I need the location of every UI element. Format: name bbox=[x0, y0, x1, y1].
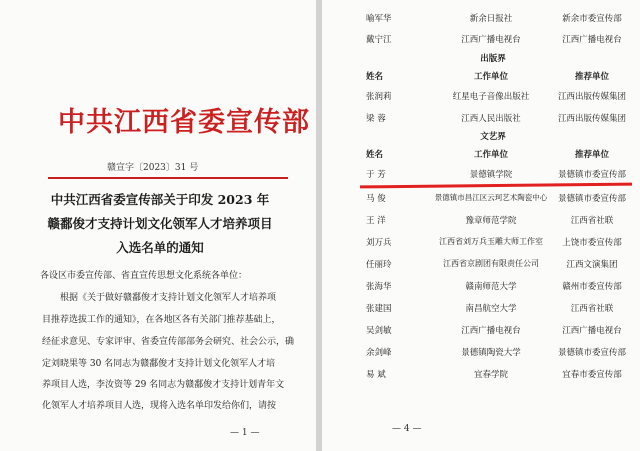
document-page-right bbox=[322, 0, 640, 451]
cell-name: 刘万兵 bbox=[366, 238, 392, 248]
cell-rec: 景德镇市委宣传部 bbox=[557, 170, 626, 180]
cell-work: 景德镇陶瓷大学 bbox=[461, 348, 521, 358]
cell-work: 江西广播电视台 bbox=[461, 326, 521, 336]
cell-rec: 江西出版传媒集团 bbox=[557, 114, 626, 124]
table-row bbox=[362, 112, 624, 130]
table-row bbox=[362, 192, 624, 210]
cell-work: 南昌航空大学 bbox=[465, 304, 517, 314]
red-divider bbox=[48, 177, 288, 179]
body-line: 化领军人才培养项目人选，现将入选名单印发给你们，请按 bbox=[42, 401, 277, 411]
section-heading: 出版界 bbox=[480, 54, 506, 64]
page-number: — 1 — bbox=[230, 428, 260, 438]
cell-name: 任丽玲 bbox=[366, 260, 392, 270]
body-line: 目推荐选拔工作的通知》，在各地区各有关部门推荐基础上， bbox=[42, 315, 281, 325]
cell-name: 王 洋 bbox=[366, 216, 386, 226]
cell-rec: 新余市委宣传部 bbox=[562, 14, 622, 24]
cell-name: 张润莉 bbox=[366, 92, 392, 102]
table-row bbox=[362, 346, 624, 364]
cell-name: 吴剑敏 bbox=[366, 326, 392, 336]
cell-work: 江西省刘万兵玉雕大师工作室 bbox=[439, 237, 543, 246]
table-row bbox=[362, 33, 624, 51]
notice-title-line: 入选名单的通知 bbox=[116, 240, 204, 255]
body-line: 各设区市委宣传部、省直宣传思想文化系统各单位： bbox=[40, 271, 248, 281]
cell-name: 马 俊 bbox=[366, 194, 386, 204]
cell-name: 喻军华 bbox=[366, 14, 392, 24]
table-header bbox=[362, 148, 624, 166]
table-header bbox=[362, 70, 624, 88]
cell-name: 梁 蓉 bbox=[366, 114, 386, 124]
header-name: 姓名 bbox=[366, 150, 384, 160]
table-row bbox=[362, 214, 624, 232]
cell-rec: 赣州市委宣传部 bbox=[562, 282, 622, 292]
header-work: 工作单位 bbox=[473, 150, 508, 160]
table-row bbox=[362, 90, 624, 108]
cell-rec: 上饶市委宣传部 bbox=[562, 238, 622, 248]
cell-rec: 江西省社联 bbox=[570, 304, 614, 314]
table-row bbox=[362, 236, 624, 254]
org-title: 中共江西省委宣传部 bbox=[58, 107, 310, 138]
page-number: — 4 — bbox=[392, 424, 422, 434]
notice-title-line: 中共江西省委宣传部关于印发 2023 年 bbox=[50, 192, 270, 207]
cell-name: 于 芳 bbox=[366, 170, 386, 180]
notice-title-line: 赣鄱俊才支持计划文化领军人才培养项目 bbox=[47, 216, 273, 231]
cell-name: 张海华 bbox=[366, 282, 392, 292]
table-row bbox=[362, 368, 624, 386]
cell-work: 豫章师范学院 bbox=[465, 216, 517, 226]
cell-work: 宜春学院 bbox=[473, 370, 508, 380]
document-page-left bbox=[0, 0, 316, 451]
cell-work: 江西人民出版社 bbox=[461, 114, 521, 124]
table-row bbox=[362, 302, 624, 320]
cell-name: 余剑峰 bbox=[366, 348, 392, 358]
header-rec: 推荐单位 bbox=[574, 72, 609, 82]
cell-rec: 江西文演集团 bbox=[566, 260, 618, 270]
body-line: 根据《关于做好赣鄱俊才支持计划文化领军人才培养项 bbox=[60, 293, 277, 303]
header-work: 工作单位 bbox=[473, 72, 508, 82]
cell-work: 红星电子音像出版社 bbox=[452, 92, 530, 102]
cell-rec: 宜春市委宣传部 bbox=[562, 370, 622, 380]
body-line: 定刘晓果等 30 名同志为赣鄱俊才支持计划文化领军人才培 bbox=[42, 359, 276, 369]
cell-name: 张建国 bbox=[366, 304, 392, 314]
cell-rec: 江西广播电视台 bbox=[562, 35, 622, 45]
table-row bbox=[362, 280, 624, 298]
table-row bbox=[362, 12, 624, 30]
body-line: 经征求意见、专家评审、省委宣传部部务会研究、社会公示，确 bbox=[42, 337, 295, 347]
cell-rec: 江西省社联 bbox=[570, 216, 614, 226]
body-line: 养项目人选，李汝资等 29 名同志为赣鄱俊才支持计划青年文 bbox=[42, 380, 285, 390]
header-rec: 推荐单位 bbox=[574, 150, 609, 160]
table-row bbox=[362, 258, 624, 276]
header-name: 姓名 bbox=[366, 72, 384, 82]
cell-rec: 江西广播电视台 bbox=[562, 326, 622, 336]
cell-rec: 景德镇市委宣传部 bbox=[557, 194, 626, 204]
cell-work: 新余日报社 bbox=[469, 14, 513, 24]
table-row bbox=[362, 324, 624, 342]
cell-work: 赣南师范大学 bbox=[465, 282, 517, 292]
cell-name: 戴宁江 bbox=[366, 35, 392, 45]
cell-work: 江西省京剧团有限责任公司 bbox=[443, 259, 539, 268]
cell-work: 景德镇市昌江区云珂艺术陶瓷中心 bbox=[434, 193, 548, 202]
cell-rec: 江西出版传媒集团 bbox=[557, 92, 626, 102]
doc-number: 赣宣字〔2023〕31 号 bbox=[107, 163, 199, 173]
cell-rec: 景德镇市委宣传部 bbox=[557, 348, 626, 358]
cell-name: 易 斌 bbox=[366, 370, 386, 380]
cell-work: 景德镇学院 bbox=[469, 170, 513, 180]
section-heading: 文艺界 bbox=[480, 132, 506, 142]
cell-work: 江西广播电视台 bbox=[461, 35, 521, 45]
